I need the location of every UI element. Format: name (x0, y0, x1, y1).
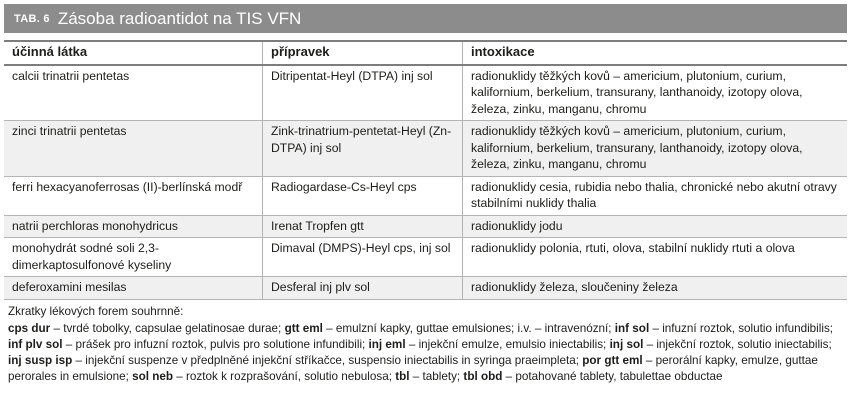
table-cell: Zink-trinatrium-pentetat-Heyl (Zn-DTPA) inj sol (262, 121, 462, 176)
table-row (4, 177, 847, 216)
table-number: TAB. 6 (14, 12, 50, 25)
abbreviation: inf sol (614, 322, 650, 335)
table-cell: Irenat Tropfen gtt (262, 216, 462, 238)
antidote-table (4, 40, 847, 300)
abbreviation-list (8, 321, 848, 385)
abbreviation: tbl obd (463, 370, 503, 383)
abbreviation-text: – injekční suspenze v předplněné injekční stříkačce, suspensio iniectabilis in syringa praeimpleta; (72, 354, 583, 367)
abbreviation: inf plv sol (8, 338, 63, 351)
abbreviation: gtt eml (284, 322, 323, 335)
column-header: intoxikace (462, 42, 847, 64)
table-cell: radionuklidy železa, sloučeniny železa (462, 277, 847, 299)
abbreviation-text: – infuzní roztok, solutio infundibilis; (649, 322, 834, 335)
abbreviation-text: – perorální kapky, emulze, guttae perorales in emulsione; (8, 354, 818, 383)
abbreviations-footnote (8, 304, 848, 385)
column-header: přípravek (262, 42, 462, 64)
table-cell: ferri hexacyanoferrosas (II)-berlínská modř (12, 179, 243, 194)
abbreviation-text: – tablety; (409, 370, 464, 383)
table-cell: radionuklidy jodu (462, 216, 847, 238)
abbreviation-text: – emulzní kapky, guttae emulsiones; i.v. – intravenózní; (322, 322, 615, 335)
footnote-title: Zkratky lékových forem souhrnně: (8, 305, 184, 318)
table-cell: monohydrát sodné soli 2,3-dimerkaptosulfonové kyseliny (12, 241, 172, 272)
abbreviation: cps dur (8, 322, 51, 335)
abbreviation: inj eml (368, 338, 406, 351)
table-title-bar (4, 4, 847, 33)
table-cell: zinci trinatrii pentetas (12, 124, 127, 138)
abbreviation: sol neb (132, 370, 174, 383)
table-cell: calcii trinatrii pentetas (12, 68, 130, 83)
table-cell: Ditripentat-Heyl (DTPA) inj sol (262, 66, 462, 121)
abbreviation-text: – prášek pro infuzní roztok, pulvis pro solutione infundibili; (62, 338, 369, 351)
table-cell: radionuklidy cesia, rubidia nebo thalia, chronické nebo akutní otravy stabilními nuklidy thalia (462, 177, 847, 215)
table-cell: deferoxamini mesilas (12, 280, 127, 294)
table-row (4, 66, 847, 122)
table-row (4, 238, 847, 277)
abbreviation: por gtt eml (582, 354, 643, 367)
abbreviation-text: – injekční roztok, solutio iniectabilis; (643, 338, 832, 351)
table-cell: natrii perchloras monohydricus (12, 218, 178, 233)
table-cell: radionuklidy těžkých kovů – americium, plutonium, curium, kalifornium, berkelium, transurany, lanthanoidy, izotopy olova, železa, zinku, manganu, chromu (462, 66, 847, 121)
column-header: účinná látka (12, 44, 88, 59)
table-cell: Desferal inj plv sol (262, 277, 462, 299)
table-cell: radionuklidy polonia, rtuti, olova, stabilní nuklidy rtuti a olova (462, 238, 847, 276)
abbreviation: inj sol (609, 338, 644, 351)
abbreviation-text: – potahované tablety, tabulettae obductae (502, 370, 723, 383)
abbreviation-text: – roztok k rozprašování, solutio nebulosa; (173, 370, 396, 383)
table-cell: Dimaval (DMPS)-Heyl cps, inj sol (262, 238, 462, 276)
table-row (4, 121, 847, 177)
table-cell: radionuklidy těžkých kovů – americium, plutonium, curium, kalifornium, berkelium, transurany, lanthanoidy, izotopy olova, železa, zinku, manganu, chromu (462, 121, 847, 176)
table-title: Zásoba radioantidot na TIS VFN (57, 8, 302, 28)
table-cell: Radiogardase-Cs-Heyl cps (262, 177, 462, 215)
table-row (4, 216, 847, 239)
abbreviation-text: – tvrdé tobolky, capsulae gelatinosae durae; (50, 322, 285, 335)
table-row (4, 277, 847, 300)
abbreviation: inj susp isp (8, 354, 73, 367)
abbreviation-text: – injekční emulze, emulsio iniectabilis; (405, 338, 610, 351)
table-header-row (4, 40, 847, 66)
abbreviation: tbl (395, 370, 410, 383)
